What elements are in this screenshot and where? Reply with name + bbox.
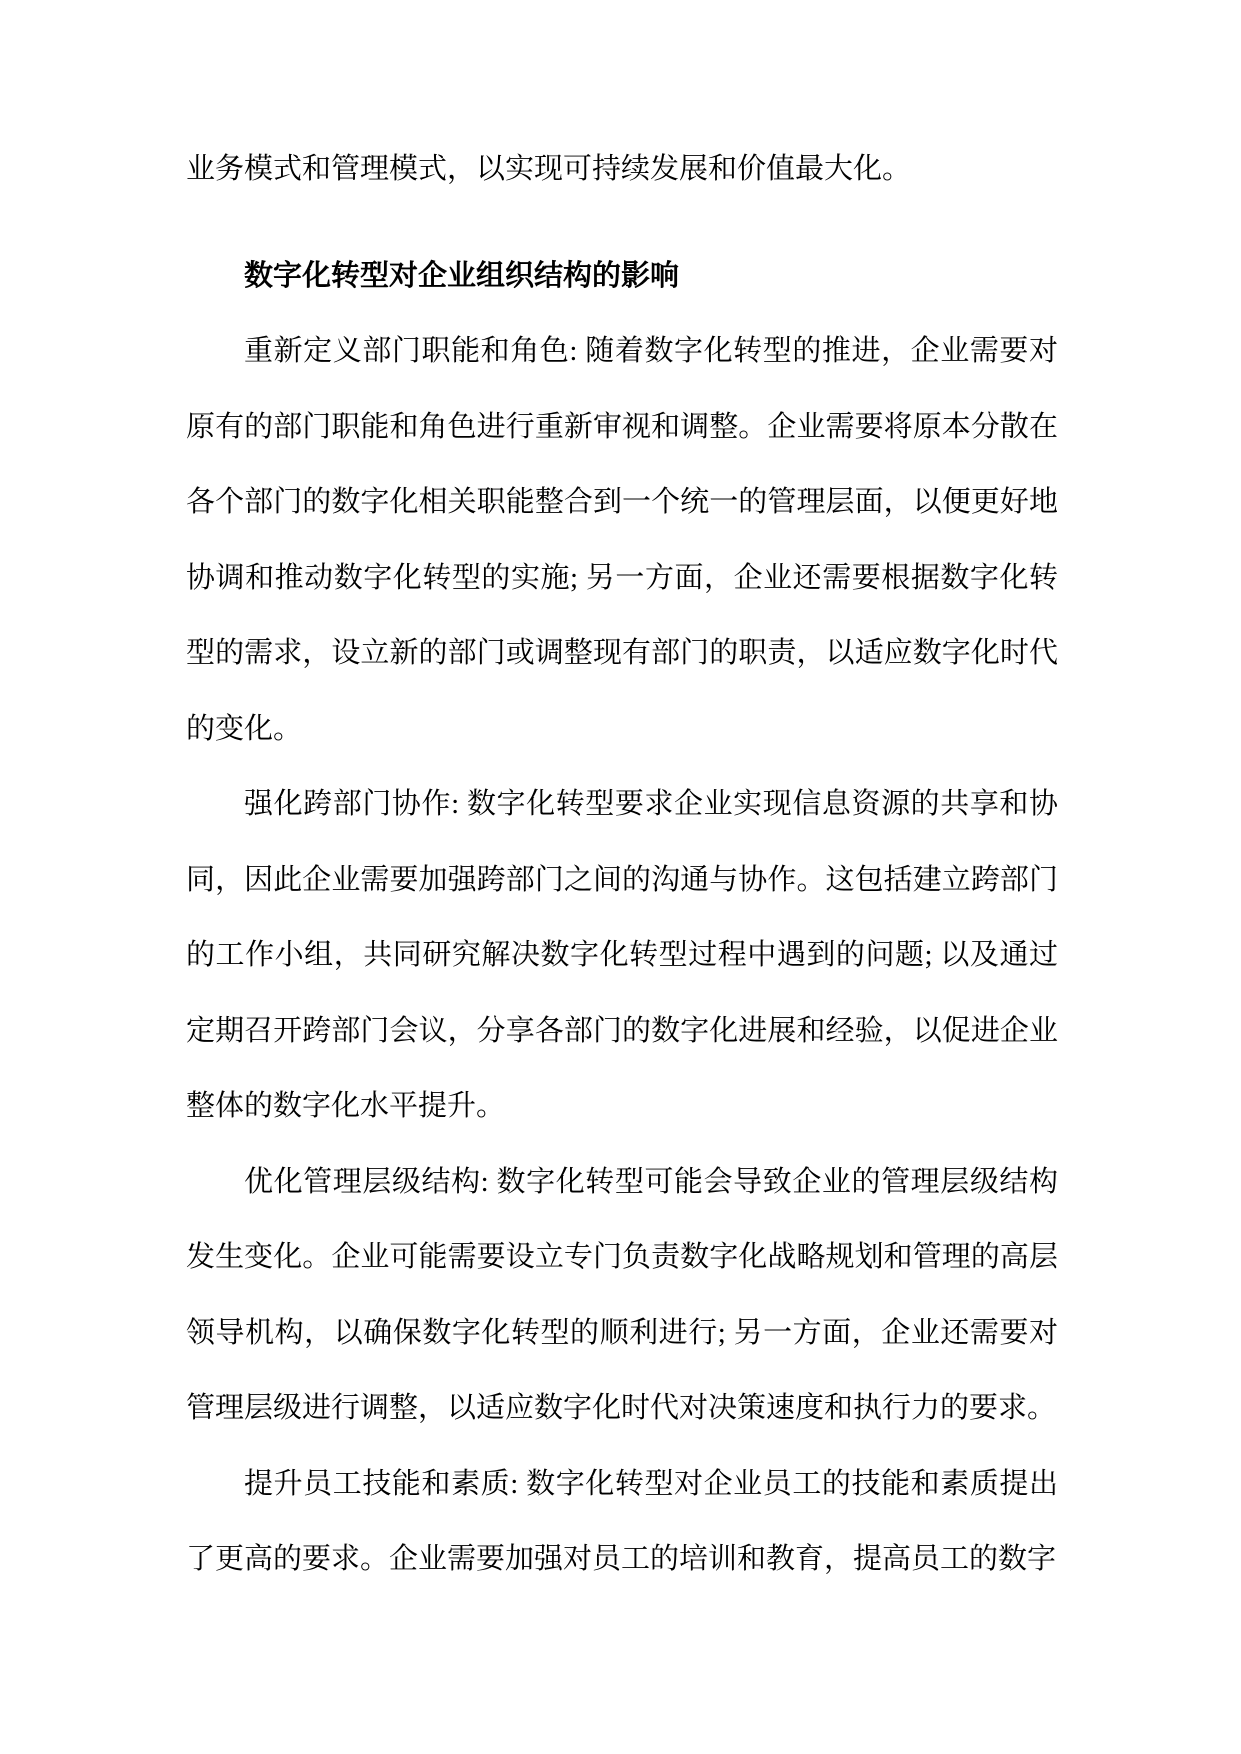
- paragraph-continuation: 业务模式和管理模式，以实现可持续发展和价值最大化。: [186, 153, 912, 185]
- paragraph-employee-skills: 提升员工技能和素质: 数字化转型对企业员工的技能和素质提出了更高的要求。企业需要加强对员工的培训和教育，提高员工的数字: [186, 1467, 1058, 1575]
- section-heading: 数字化转型对企业组织结构的影响: [244, 259, 680, 292]
- paragraph-management-hierarchy: 优化管理层级结构: 数字化转型可能会导致企业的管理层级结构发生变化。企业可能需要设立专门负责数字化战略规划和管理的高层领导机构，以确保数字化转型的顺利进行; 另一方面，企业还需要对管理层级进行调整，以适应数字化时代对决策速度和执行力的要求。: [186, 1165, 1058, 1424]
- paragraph-cross-department-collaboration: 强化跨部门协作: 数字化转型要求企业实现信息资源的共享和协同，因此企业需要加强跨部门之间的沟通与协作。这包括建立跨部门的工作小组，共同研究解决数字化转型过程中遇到的问题; 以及通过定期召开跨部门会议，分享各部门的数字化进展和经验，以促进企业整体的数字化水平提升。: [186, 788, 1058, 1122]
- document-content: [186, 132, 1058, 1598]
- paragraph-redefine-roles: 重新定义部门职能和角色: 随着数字化转型的推进，企业需要对原有的部门职能和角色进行重新审视和调整。企业需要将原本分散在各个部门的数字化相关职能整合到一个统一的管理层面，以便更好地协调和推动数字化转型的实施; 另一方面，企业还需要根据数字化转型的需求，设立新的部门或调整现有部门的职责，以适应数字化时代的变化。: [186, 335, 1058, 745]
